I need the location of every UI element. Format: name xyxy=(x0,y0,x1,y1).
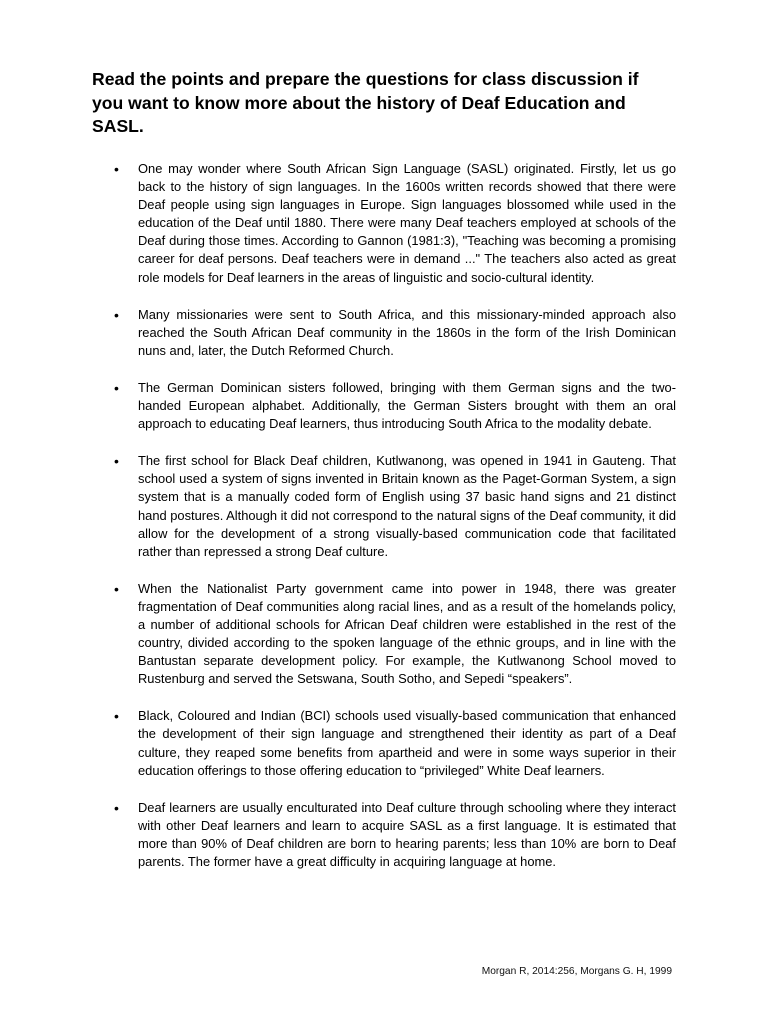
bullet-point xyxy=(0,379,676,433)
bullet-icon: • xyxy=(114,379,119,396)
bullet-point xyxy=(0,306,676,360)
bullet-point xyxy=(0,580,676,689)
bullet-text-enculturation: Deaf learners are usually enculturated into Deaf culture through schooling where they interact with other Deaf learners and learn to acquire SASL as a first language. It is estimated that more than 90% of Deaf children are born to hearing parents; less than 10% are born to Deaf parents. The former have a great difficulty in acquiring language at home. xyxy=(138,799,676,869)
bullet-point xyxy=(0,160,676,287)
bullet-point xyxy=(0,799,676,871)
citation-footer: Morgan R, 2014:256, Morgans G. H, 1999 xyxy=(481,966,672,977)
bullet-icon: • xyxy=(114,708,119,725)
bullet-point xyxy=(0,452,676,561)
page-heading: Read the points and prepare the questions for class discussion if you want to know more about the history of Deaf Education and SASL. xyxy=(92,69,639,136)
bullet-text-kutlwanong: The first school for Black Deaf children, Kutlwanong, was opened in 1941 in Gauteng. That school used a system of signs invented in Britain known as the Paget-Gorman System, a sign system that is a manually coded form of English using 37 basic hand signs and 21 distinct hand postures. Although it did not correspond to the natural signs of the Deaf community, it did allow for the development of a strong visually-based communication code that facilitated rather than repressed a strong Deaf culture. xyxy=(138,453,676,559)
bullet-icon: • xyxy=(114,306,119,323)
bullet-icon: • xyxy=(114,580,119,597)
bullet-list xyxy=(0,160,768,890)
bullet-text-nationalist-party: When the Nationalist Party government came into power in 1948, there was greater fragmentation of Deaf communities along racial lines, and as a result of the homelands policy, a number of additional schools for African Deaf children were established in the rest of the country, divided according to the spoken language of the ethnic groups, and in line with the Bantustan separate development policy. For example, the Kutlwanong School moved to Rustenburg and served the Setswana, South Sotho, and Sepedi “speakers”. xyxy=(138,580,676,687)
bullet-icon: • xyxy=(114,453,119,470)
bullet-text-german-sisters: The German Dominican sisters followed, bringing with them German signs and the two-handed European alphabet. Additionally, the German Sisters brought with them an oral approach to educating Deaf learners, thus introducing South Africa to the modality debate. xyxy=(138,379,676,432)
bullet-point xyxy=(0,707,676,779)
bullet-icon: • xyxy=(114,161,119,177)
bullet-icon: • xyxy=(114,799,119,816)
bullet-text-bci-schools: Black, Coloured and Indian (BCI) schools used visually-based communication that enhanced the development of their sign language and strengthened their identity as part of a Deaf culture, they reaped some benefits from apartheid and were in some ways superior in their education offerings to those offering education to “privileged” White Deaf learners. xyxy=(138,708,676,778)
bullet-text-sasl-origins: One may wonder where South African Sign Language (SASL) originated. Firstly, let us go back to the history of sign languages. In the 1600s written records showed that there were Deaf people using sign languages in Europe. Sign languages blossomed while used in the education of the Deaf until 1880. There were many Deaf teachers employed at schools of the Deaf during those times. According to Gannon (1981:3), "Teaching was becoming a promising career for deaf persons. Deaf teachers were in demand ..." The teachers also acted as great role models for Deaf learners in the areas of linguistic and socio-cultural identity. xyxy=(138,161,676,285)
bullet-text-missionaries: Many missionaries were sent to South Africa, and this missionary-minded approach also reached the South African Deaf community in the 1860s in the form of the Irish Dominican nuns and, later, the Dutch Reformed Church. xyxy=(138,306,676,358)
